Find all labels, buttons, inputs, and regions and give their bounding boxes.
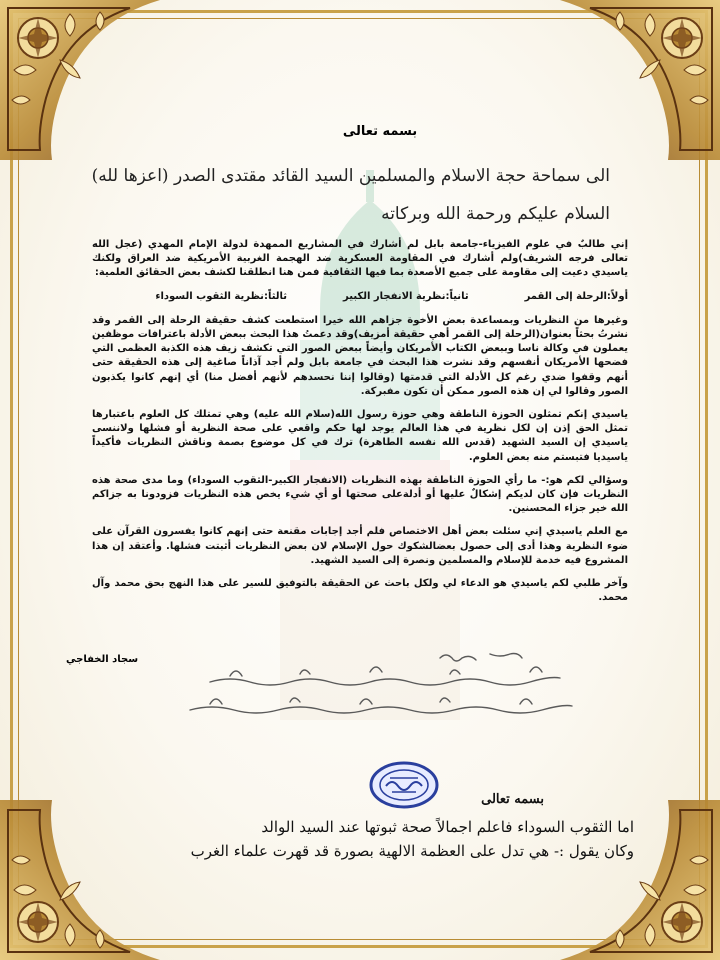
- handwritten-annotation-icon: [150, 648, 610, 726]
- letter-paragraph: وسؤالي لكم هو:- ما رأي الحوزة الناطقة بهذه النظريات (الانفجار الكبير-الثقوب السوداء) وما مدى صحة هذه النظريات فإن كان لديكم إشكالٌ عليها أو أدلةعلى صحتها أو أي شيء يخص هذه النظريات فزودونا به جزاكم الله خير جزاء المحسنين.: [92, 474, 628, 515]
- theories-list: [92, 290, 628, 304]
- letter-bismillah: بسمه تعالى: [342, 124, 418, 139]
- letter-greeting: السلام عليكم ورحمة الله وبركاته: [381, 204, 610, 224]
- reply-title: بسمه تعالى: [481, 792, 544, 807]
- theory-item: ثالثاً:نظرية الثقوب السوداء: [155, 290, 288, 302]
- corner-ornament-icon: [0, 0, 160, 160]
- letter-paragraph: إني طالبٌ في علوم الفيزياء-جامعة بابل لم أشارك في المشاريع الممهدة لدولة الإمام المهدي (عجل الله تعالى فرجه الشريف)ولم أشارك في المقاومة العسكرية ضد الهجمة الغربية الأمريكية ضد العراق ولكنك ياسيدي دعيت إلى مقاومة على جميع الأصعدة بما فيها الثقافية فمن هنا انطلقنا لكشف بعض الحقائق العلمية:: [92, 239, 628, 279]
- reply-line: اما الثقوب السوداء فاعلم اجمالاً صحة ثبوتها عند السيد الوالد: [261, 818, 634, 836]
- theory-item: ثانياً:نظرية الانفجار الكبير: [343, 290, 469, 302]
- letter-paragraph: مع العلم ياسيدي إني سئلت بعض أهل الاختصاص فلم أجد إجابات مقنعة حتى إنهم كانوا يفسرون القرآن على ضوء النظرية وهذا أدى إلى حصول بعضالشكوك حول الإسلام لان بعض النظريات أثبتت فشلها. وأعتقد إن هذا المشروع فيه خدمة للإسلام والمسلمين ونصرة إلى السيد الشهيد.: [92, 526, 628, 566]
- letter-paragraph: وغيرها من النظريات وبمساعدة بعض الأخوة جزاهم الله خيرا استطعت كشف حقيقة الرحلة إلى القمر وقد نشرتُ بحثاً بعنوان(الرحلة إلى القمر أهي حقيقة أمزيف)وقد دعمتُ هذا البحث ببعض الأدلة باعترافات موظفين يعملون في وكالة ناسا وببعض الكتاب الأمريكان وأيضاً ببعض الصور التي تكشف زيف هذه الكذبة العظمى التي فضحها الأمريكان أنفسهم وقد نشرت هذا البحث في جامعة بابل ولم أجد آذاناً صاغية إلى هذه الحقيقة حتى أنهم وقفوا ضدي رغم كل الأدلة التي قدمتها (وقالوا إننا نحسدهم لأنهم أفضل منا) أي إنهم كانوا يكذبون الصور وقالوا لي إن هذه الصور ممكن أن تكون مفبركة.: [92, 314, 628, 397]
- signer-name: سجاد الخفاجي: [66, 654, 139, 665]
- reply-line: وكان يقول :- هي تدل على العظمة الالهية بصورة قد قهرت علماء الغرب: [190, 842, 634, 860]
- letter-paragraph: وآخر طلبي لكم ياسيدي هو الدعاء لي ولكل باحث عن الحقيقة بالتوفيق للسير على هذا النهج بحق محمد وآل محمد.: [92, 578, 628, 604]
- letter-paragraph: ياسيدي إنكم تمثلون الحوزة الناطقة وهي حوزة رسول الله(سلام الله عليه) وهي تمتلك كل العلوم باعتبارها تمثل الحق إذن إن لكل نظرية في هذا العالم يوجد لها حكم واقعي على صحة النظرية أو فشلها ولاننسى ياسيدي إن السيد الشهيد (قدس الله نفسه الطاهرة) ترك في كل موضوع بصمة وناقش النظريات فأكيداً ياسيديا فتبستم منه بعض العلوم.: [92, 409, 628, 463]
- theory-item: أولاً:الرحلة إلى القمر: [524, 290, 628, 302]
- corner-ornament-icon: [560, 0, 720, 160]
- reply-section: [74, 792, 634, 863]
- letter-address: الى سماحة حجة الاسلام والمسلمين السيد القائد مقتدى الصدر (اعزها لله): [91, 166, 610, 186]
- letter-body: [92, 238, 628, 614]
